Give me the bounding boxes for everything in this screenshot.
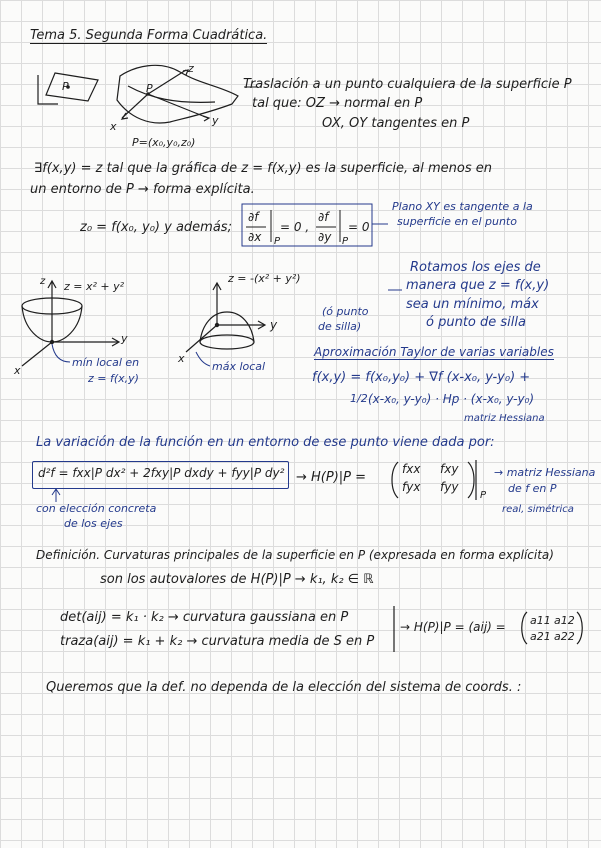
taylor-half: 1/2 <box>350 392 368 405</box>
partial-y-eq: = 0 <box>348 220 370 234</box>
partial-x-eq: = 0 , <box>280 220 310 234</box>
matrix-a22: a22 <box>554 630 575 643</box>
saddle-note-1: (ó punto <box>322 305 369 318</box>
z0-equation: z₀ = f(x₀, y₀) y además; <box>80 220 232 235</box>
point-caption: P=(x₀,y₀,z₀) <box>132 136 196 149</box>
label-p-plane: P <box>62 80 69 93</box>
matrix-equation: → H(P)|P = (aij) = <box>400 620 506 634</box>
axis-z-label: z <box>188 62 194 75</box>
hessian-equation: → H(P)|P = <box>296 470 367 485</box>
determinant-line: det(aij) = k₁ · k₂ → curvatura gaussiana en P <box>60 610 349 625</box>
partial-y-den: ∂y <box>318 230 332 244</box>
min-note-2: z = f(x,y) <box>88 372 139 385</box>
partial-x-num: ∂f <box>248 210 259 224</box>
hessian-m22: fyy <box>440 480 459 494</box>
axes-choice-2: de los ejes <box>64 517 123 530</box>
left-graph-y: y <box>121 332 128 345</box>
definition-line-2: son los autovalores de H(P)|P → k₁, k₂ ∈ ℝ <box>100 572 374 587</box>
real-symmetric: real, simétrica <box>502 504 574 515</box>
hessian-eval-p: P <box>480 490 487 501</box>
hessian-note-1: → matriz Hessiana <box>494 466 596 479</box>
matrix-a11: a11 <box>530 614 551 627</box>
right-graph-equation: z = -(x² + y²) <box>228 272 301 285</box>
hessian-m12: fxy <box>440 462 459 476</box>
hessian-note-2: de f en P <box>508 482 557 495</box>
label-p-surface: P <box>146 82 153 95</box>
tangent-note-2: superficie en el punto <box>397 215 517 228</box>
left-graph-x: x <box>14 364 21 377</box>
partial-x-den: ∂x <box>248 230 262 244</box>
rotation-line-1: Rotamos los ejes de <box>410 260 541 275</box>
page-title: Tema 5. Segunda Forma Cuadrática. <box>30 28 268 43</box>
translation-line-3: OX, OY tangentes en P <box>322 116 470 131</box>
hessian-m21: fyx <box>402 480 421 494</box>
left-graph-z: z <box>40 276 46 287</box>
translation-line-1: Traslación a un punto cualquiera de la superficie P <box>243 77 572 92</box>
saddle-note-2: de silla) <box>318 320 362 333</box>
trace-line: traza(aij) = k₁ + k₂ → curvatura media de S en P <box>60 634 375 649</box>
closing-line: Queremos que la def. no dependa de la elección del sistema de coords. : <box>46 680 522 695</box>
matrix-a12: a12 <box>554 614 575 627</box>
taylor-line-1: f(x,y) = f(x₀,y₀) + ∇f (x-x₀, y-y₀) + <box>312 370 531 385</box>
axis-x-label: x <box>110 120 117 133</box>
min-note-1: mín local en <box>72 356 140 369</box>
hessian-label: matriz Hessiana <box>464 413 545 424</box>
matrix-a21: a21 <box>530 630 551 643</box>
max-note: máx local <box>212 360 266 373</box>
tangent-note-1: Plano XY es tangente a la <box>392 200 533 213</box>
definition-line-1: Definición. Curvaturas principales de la superficie en P (expresada en forma explícita) <box>36 548 554 562</box>
partial-y-num: ∂f <box>318 210 329 224</box>
right-graph-y: y <box>270 318 278 332</box>
rotation-line-2: manera que z = f(x,y) <box>406 278 550 293</box>
rotation-line-4: ó punto de silla <box>426 315 526 330</box>
explicit-line-2: un entorno de P → forma explícita. <box>30 182 255 197</box>
hessian-m11: fxx <box>402 462 421 476</box>
d2f-formula: d²f = fxx|P dx² + 2fxy|P dxdy + fyy|P dy² <box>38 466 285 480</box>
partial-y-eval: P <box>342 236 349 247</box>
rotation-line-3: sea un mínimo, máx <box>406 297 539 312</box>
axes-choice-1: con elección concreta <box>36 502 157 515</box>
right-graph-x: x <box>178 352 185 365</box>
axis-y-label: y <box>212 114 219 127</box>
partial-x-eval: P <box>274 236 281 247</box>
taylor-heading: Aproximación Taylor de varias variables <box>314 345 554 359</box>
translation-line-2: tal que: OZ → normal en P <box>252 96 423 111</box>
taylor-line-2: (x-x₀, y-y₀) · Hp · (x-x₀, y-y₀) <box>368 392 535 406</box>
left-graph-equation: z = x² + y² <box>64 280 125 293</box>
variation-sentence: La variación de la función en un entorno de ese punto viene dada por: <box>36 435 495 450</box>
explicit-line-1: ∃f(x,y) = z tal que la gráfica de z = f(x,y) es la superficie, al menos en <box>34 161 492 176</box>
